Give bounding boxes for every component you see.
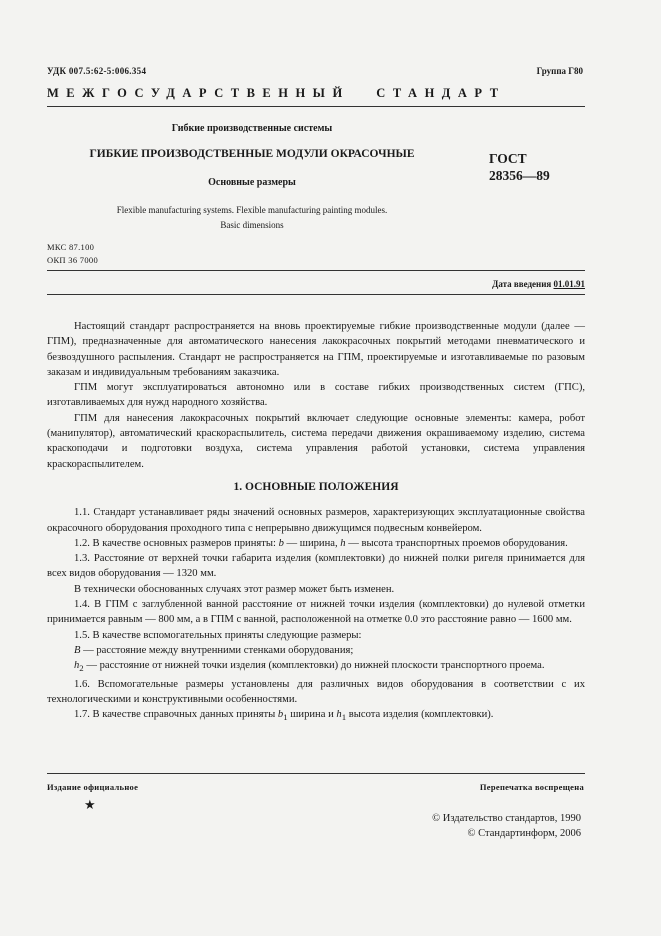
section-heading: 1. ОСНОВНЫЕ ПОЛОЖЕНИЯ — [233, 480, 399, 493]
clause-1-7: 1.7. В качестве справочных данных приняты $b_1$ ширина и $h_1$ высота изделия (комплектовки). — [74, 709, 494, 723]
group-code: Группа Г80 — [536, 66, 583, 76]
banner-rule — [47, 106, 585, 107]
clause-1-1: 1.1. Стандарт устанавливает ряды значений основных размеров, характеризующих эксплуатационные свойства окрасочного оборудования проходного типа с непрерывно движущимся подвесным конвейером. — [47, 507, 585, 534]
introduction-date — [492, 279, 585, 289]
codes-rule — [47, 270, 585, 271]
document-title: ГИБКИЕ ПРОИЗВОДСТВЕННЫЕ МОДУЛИ ОКРАСОЧНЫЕ — [89, 148, 415, 160]
date-rule — [47, 294, 585, 295]
english-title — [0, 203, 504, 233]
intro-paragraph-1: Настоящий стандарт распространяется на вновь проектируемые гибкие производственные модули (далее — ГПМ), предназначенные для автоматического нанесения лакокрасочных покрытий методами пневматического и безвоздушного распыления. Стандарт не распространяется на ГПМ, проектируемые и изготавливаемые по разовым заказам и индивидуальным требованиям заказчика. — [47, 321, 585, 378]
okp-code: ОКП 36 7000 — [47, 255, 98, 265]
copyright-2006: © Стандартинформ, 2006 — [467, 828, 581, 839]
clause-1-6: 1.6. Вспомогательные размеры установлены для различных видов оборудования в соответствии с их технологическими и конструктивными особенностями. — [47, 678, 585, 705]
standard-banner: МЕЖГОСУДАРСТВЕННЫЙ СТАНДАРТ — [47, 86, 506, 100]
intro-paragraph-3: ГПМ для нанесения лакокрасочных покрытий включает следующие основные элементы: камера, робот (манипулятор), автоматический краскораспылитель, система передачи движения окрашиваемому изделию, система краскоподачи и подготовки воздуха, система управления работой установки, система управления краскораспылителем. — [47, 412, 585, 470]
introduction-date-value: 01.01.91 — [553, 279, 585, 289]
footer-rule — [47, 773, 585, 774]
clause-1-5-h2: $h_2$ — расстояние от нижней точки изделия (комплектовки) до нижней плоскости транспортного проема. — [74, 660, 545, 674]
introduction-date-label: Дата введения — [492, 279, 552, 289]
classification-codes — [47, 241, 98, 267]
clause-1-3-note: В технически обоснованных случаях этот размер может быть изменен. — [74, 583, 395, 595]
copyright-1990: © Издательство стандартов, 1990 — [432, 813, 581, 824]
document-subtitle: Гибкие производственные системы — [171, 123, 333, 134]
intro-paragraph-2: ГПМ могут эксплуатироваться автономно или в составе гибких производственных систем (ГПС), изготавливаемых для нужд народного хозяйства. — [47, 382, 585, 409]
gost-label: ГОСТ — [489, 151, 527, 166]
official-edition: Издание официальное — [47, 782, 139, 792]
clause-1-5-b: B — расстояние между внутренними стенками оборудования; — [74, 644, 354, 656]
english-title-line2: Basic dimensions — [220, 220, 284, 230]
clause-1-5: 1.5. В качестве вспомогательных приняты следующие размеры: — [74, 629, 362, 641]
clause-1-2: 1.2. В качестве основных размеров приняты: b — ширина, h — высота транспортных проемов оборудования. — [74, 537, 568, 549]
star-icon: ★ — [84, 797, 96, 812]
basic-sizes-heading: Основные размеры — [208, 177, 296, 188]
udk-code: УДК 007.5:62-5:006.354 — [47, 66, 147, 76]
document-body — [47, 319, 585, 726]
gost-number: 28356—89 — [489, 168, 550, 183]
clause-1-3: 1.3. Расстояние от верхней точки габарита изделия (комплектовки) до нижней полки ригеля принимается для всех видов оборудования — 1320 мм. — [47, 553, 585, 580]
clause-1-4: 1.4. В ГПМ с заглубленной ванной расстояние от нижней точки изделия (комплектовки) до нулевой отметки принимается равным — 800 мм, а в ГПМ с ванной, расположенной на отметке 0.0 это расстояние равно — 1600 мм. — [47, 599, 585, 626]
english-title-line1: Flexible manufacturing systems. Flexible manufacturing painting modules. — [116, 205, 388, 215]
mks-code: МКС 87.100 — [47, 242, 95, 252]
reprint-prohibited: Перепечатка воспрещена — [479, 782, 584, 792]
